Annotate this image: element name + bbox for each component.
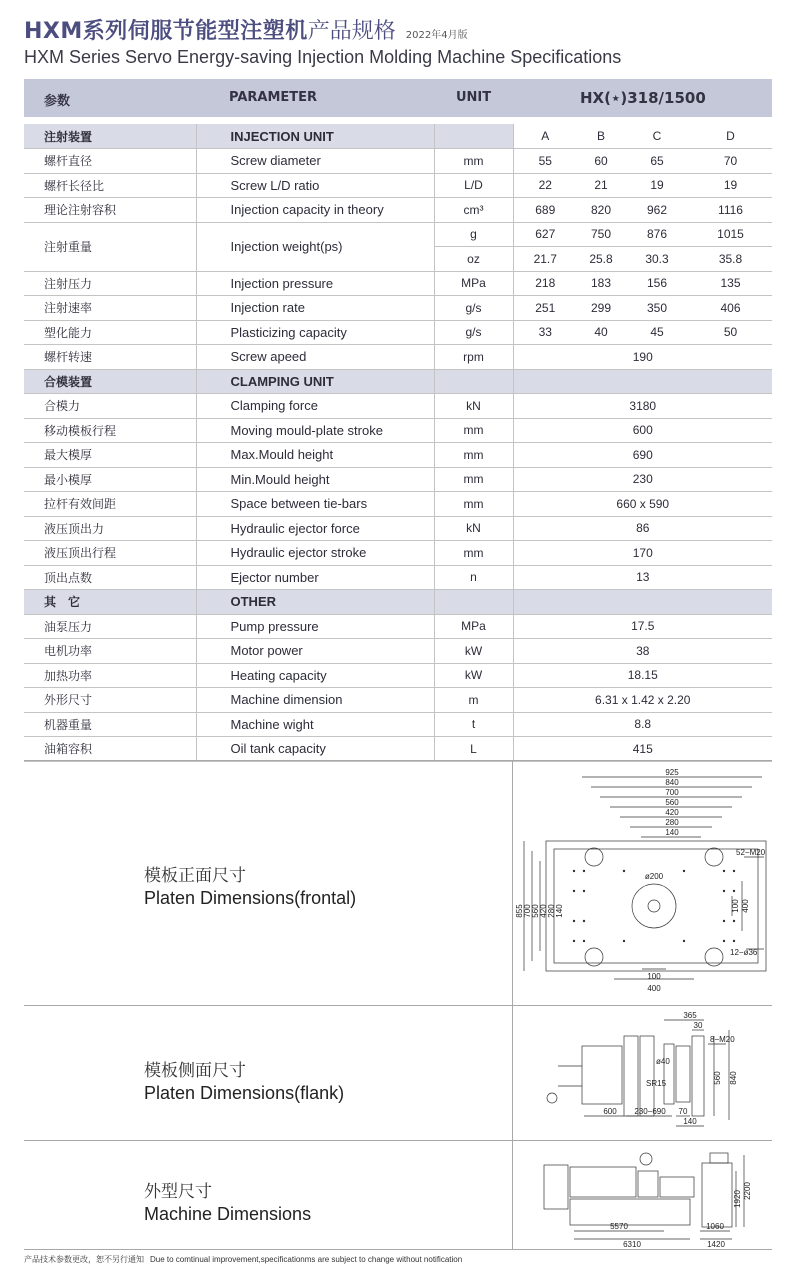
row-en: Injection capacity in theory [196, 198, 434, 223]
row-en: Motor power [196, 639, 434, 664]
dim-label: 400 [741, 899, 750, 913]
section-other [24, 590, 772, 615]
cell-value: 60 [577, 149, 625, 174]
table-row [24, 198, 772, 223]
cell-value: 25.8 [577, 247, 625, 272]
row-en: Moving mould-plate stroke [196, 418, 434, 443]
row-en: Min.Mould height [196, 467, 434, 492]
cell-value: 18.15 [513, 663, 772, 688]
section-cn: 合模装置 [24, 369, 196, 394]
cell-value: 406 [689, 296, 772, 321]
table-row [24, 737, 772, 762]
row-en: Hydraulic ejector stroke [196, 541, 434, 566]
row-cn: 螺杆直径 [24, 149, 196, 174]
table-row [24, 345, 772, 370]
diagram-label [144, 1177, 311, 1225]
dim-label: 700 [665, 788, 679, 797]
cell-value: 50 [689, 320, 772, 345]
dim-label: 1920 [733, 1190, 742, 1208]
row-cn: 合模力 [24, 394, 196, 419]
table-row [24, 222, 772, 247]
row-cn: 外形尺寸 [24, 688, 196, 713]
row-unit: oz [434, 247, 513, 272]
cell-value: 135 [689, 271, 772, 296]
dim-label: SR15 [646, 1079, 667, 1088]
cell-value: 70 [689, 149, 772, 174]
row-unit: MPa [434, 271, 513, 296]
cell-value: 8.8 [513, 712, 772, 737]
row-cn: 液压顶出力 [24, 516, 196, 541]
diagram-label-en: Platen Dimensions(flank) [144, 1083, 345, 1103]
row-cn: 注射重量 [24, 222, 196, 271]
section-en: CLAMPING UNIT [196, 369, 434, 394]
dim-label: 2200 [743, 1182, 752, 1200]
cell-value: 1116 [689, 198, 772, 223]
dim-label: 140 [555, 904, 564, 918]
cell-value: 6.31 x 1.42 x 2.20 [513, 688, 772, 713]
row-cn: 塑化能力 [24, 320, 196, 345]
cell-value: 156 [625, 271, 689, 296]
cell-value: 350 [625, 296, 689, 321]
dim-label: 1060 [706, 1222, 724, 1231]
row-en: Clamping force [196, 394, 434, 419]
section-clamping [24, 369, 772, 394]
dim-label: 30 [693, 1021, 703, 1030]
dim-label: 280 [547, 904, 556, 918]
cell-value: 600 [513, 418, 772, 443]
row-unit: MPa [434, 614, 513, 639]
row-cn: 最大模厚 [24, 443, 196, 468]
dim-label: 100 [731, 899, 740, 913]
dim-label: 12−ø36 [730, 948, 758, 957]
row-unit: n [434, 565, 513, 590]
cell-value: 3180 [513, 394, 772, 419]
table-row [24, 149, 772, 174]
dim-label: 560 [531, 904, 540, 918]
row-unit: mm [434, 443, 513, 468]
row-unit: m [434, 688, 513, 713]
row-unit: t [434, 712, 513, 737]
table-row [24, 663, 772, 688]
row-cn: 最小模厚 [24, 467, 196, 492]
title-suffix: 产品规格 [307, 19, 396, 44]
diagram-platen-flank [24, 1005, 772, 1140]
header-param-en: PARAMETER [229, 90, 318, 105]
row-cn: 注射速率 [24, 296, 196, 321]
cell-value: 22 [513, 173, 577, 198]
cell-value: 55 [513, 149, 577, 174]
dim-label: 365 [683, 1011, 697, 1020]
cell-value: 13 [513, 565, 772, 590]
row-unit: kW [434, 639, 513, 664]
title-main: HXM系列伺服节能型注塑机 [24, 19, 308, 44]
row-en: Plasticizing capacity [196, 320, 434, 345]
row-en: Injection rate [196, 296, 434, 321]
dim-label: 420 [665, 808, 679, 817]
table-row [24, 173, 772, 198]
table-row [24, 467, 772, 492]
dim-label: 52−M20 [736, 848, 766, 857]
cell-value: 690 [513, 443, 772, 468]
dim-label: 5570 [610, 1222, 628, 1231]
cell-value: 415 [513, 737, 772, 762]
dim-label: 100 [647, 972, 661, 981]
table-row [24, 320, 772, 345]
row-cn: 螺杆长径比 [24, 173, 196, 198]
cell-value: 190 [513, 345, 772, 370]
section-cn: 其 它 [24, 590, 196, 615]
table-row [24, 516, 772, 541]
table-row [24, 418, 772, 443]
page-subtitle: HXM Series Servo Energy-saving Injection Molding Machine Specifications [24, 47, 622, 67]
dim-label: 925 [665, 768, 679, 777]
dim-label: 6310 [623, 1240, 641, 1249]
row-en: Max.Mould height [196, 443, 434, 468]
dim-label: 840 [665, 778, 679, 787]
row-unit: L/D [434, 173, 513, 198]
table-row [24, 639, 772, 664]
row-unit: rpm [434, 345, 513, 370]
platen-frontal-drawing [514, 761, 772, 1005]
cell-value: 19 [625, 173, 689, 198]
machine-svg [514, 1141, 772, 1251]
diagram-label-cn: 模板侧面尺寸 [144, 1061, 246, 1081]
table-row [24, 492, 772, 517]
row-en: Injection weight(ps) [196, 222, 434, 271]
platen-flank-svg [514, 1006, 772, 1141]
table-row [24, 271, 772, 296]
cell-value: 1015 [689, 222, 772, 247]
dim-label: 230−690 [634, 1107, 666, 1116]
row-unit: kN [434, 394, 513, 419]
table-row [24, 712, 772, 737]
cell-value: 627 [513, 222, 577, 247]
table-header [24, 79, 772, 117]
dim-label: 600 [603, 1107, 617, 1116]
cell-value: 820 [577, 198, 625, 223]
table-row [24, 296, 772, 321]
dim-label: 280 [665, 818, 679, 827]
cell-value: 183 [577, 271, 625, 296]
cell-value: 30.3 [625, 247, 689, 272]
cell-value: 21.7 [513, 247, 577, 272]
footnote-en: Due to comtinual improvement,specificationms are subject to change without notification [150, 1255, 463, 1264]
cell-value: 21 [577, 173, 625, 198]
row-cn: 电机功率 [24, 639, 196, 664]
row-cn: 螺杆转速 [24, 345, 196, 370]
section-en: OTHER [196, 590, 434, 615]
dim-label: 400 [647, 984, 661, 993]
header-param-cn: 参数 [44, 94, 71, 109]
row-cn: 顶出点数 [24, 565, 196, 590]
diagram-machine [24, 1140, 772, 1250]
row-unit: kW [434, 663, 513, 688]
dim-label: ø40 [656, 1057, 670, 1066]
cell-value: 40 [577, 320, 625, 345]
cell-value: 962 [625, 198, 689, 223]
cell-value: 750 [577, 222, 625, 247]
row-en: Oil tank capacity [196, 737, 434, 762]
diagram-platen-frontal [24, 760, 772, 1005]
dim-label: ø200 [644, 872, 664, 881]
dim-label: 420 [539, 904, 548, 918]
row-en: Heating capacity [196, 663, 434, 688]
cell-value: 218 [513, 271, 577, 296]
row-unit: mm [434, 149, 513, 174]
row-cn: 注射压力 [24, 271, 196, 296]
cell-value: 19 [689, 173, 772, 198]
row-en: Screw L/D ratio [196, 173, 434, 198]
footnote [24, 1254, 462, 1265]
row-cn: 油箱容积 [24, 737, 196, 762]
diagram-label [144, 861, 356, 909]
platen-flank-drawing [514, 1006, 772, 1140]
diagram-label-en: Machine Dimensions [144, 1204, 312, 1224]
row-en: Injection pressure [196, 271, 434, 296]
dim-label: 560 [665, 798, 679, 807]
row-en: Screw apeed [196, 345, 434, 370]
cell-value: 33 [513, 320, 577, 345]
row-unit: g/s [434, 296, 513, 321]
row-cn: 移动模板行程 [24, 418, 196, 443]
row-cn: 油泵压力 [24, 614, 196, 639]
row-unit: L [434, 737, 513, 762]
edition-date: 2022年4月版 [405, 30, 468, 41]
machine-drawing [514, 1141, 772, 1249]
cell-value: 45 [625, 320, 689, 345]
row-en: Hydraulic ejector force [196, 516, 434, 541]
page-title [24, 14, 764, 44]
cell-value: 251 [513, 296, 577, 321]
row-unit: kN [434, 516, 513, 541]
row-cn: 液压顶出行程 [24, 541, 196, 566]
diagram-label-en: Platen Dimensions(frontal) [144, 888, 357, 908]
diagram-label-cn: 外型尺寸 [144, 1182, 212, 1202]
dim-label: 560 [713, 1071, 722, 1085]
cell-value: 35.8 [689, 247, 772, 272]
row-unit: mm [434, 418, 513, 443]
section-cn: 注射装置 [24, 124, 196, 149]
diagram-label [144, 1056, 344, 1104]
table-row [24, 614, 772, 639]
row-cn: 理论注射容积 [24, 198, 196, 223]
row-en: Screw diameter [196, 149, 434, 174]
row-unit: g/s [434, 320, 513, 345]
table-row [24, 688, 772, 713]
col-head-a: A [513, 124, 577, 149]
diagram-label-cn: 模板正面尺寸 [144, 866, 246, 886]
cell-value: 17.5 [513, 614, 772, 639]
col-head-d: D [689, 124, 772, 149]
cell-value: 230 [513, 467, 772, 492]
header-model: HX(⋆)318/1500 [580, 89, 706, 107]
cell-value: 660 x 590 [513, 492, 772, 517]
row-en: Ejector number [196, 565, 434, 590]
spec-table [24, 124, 772, 762]
header-unit: UNIT [456, 90, 492, 105]
row-en: Machine dimension [196, 688, 434, 713]
cell-value: 876 [625, 222, 689, 247]
section-en: INJECTION UNIT [196, 124, 434, 149]
col-head-b: B [577, 124, 625, 149]
row-en: Machine wight [196, 712, 434, 737]
row-unit: g [434, 222, 513, 247]
cell-value: 65 [625, 149, 689, 174]
dim-label: 1420 [707, 1240, 725, 1249]
cell-value: 689 [513, 198, 577, 223]
dim-label: 840 [729, 1071, 738, 1085]
row-cn: 机器重量 [24, 712, 196, 737]
cell-value: 38 [513, 639, 772, 664]
dim-label: 855 [515, 904, 524, 918]
col-head-c: C [625, 124, 689, 149]
dim-label: 140 [683, 1117, 697, 1126]
row-unit: cm³ [434, 198, 513, 223]
row-unit: mm [434, 541, 513, 566]
row-cn: 加热功率 [24, 663, 196, 688]
dim-label: 700 [523, 904, 532, 918]
row-cn: 拉杆有效间距 [24, 492, 196, 517]
table-row [24, 565, 772, 590]
platen-frontal-svg [514, 761, 772, 1006]
dim-label: 70 [678, 1107, 688, 1116]
dim-label: 8−M20 [710, 1035, 735, 1044]
footnote-cn: 产品技术参数更改，恕不另行通知 [24, 1255, 144, 1264]
dim-label: 140 [665, 828, 679, 837]
cell-value: 170 [513, 541, 772, 566]
cell-value: 86 [513, 516, 772, 541]
row-en: Space between tie-bars [196, 492, 434, 517]
section-injection [24, 124, 772, 149]
cell-value: 299 [577, 296, 625, 321]
table-row [24, 394, 772, 419]
row-unit: mm [434, 467, 513, 492]
row-unit: mm [434, 492, 513, 517]
table-row [24, 541, 772, 566]
row-en: Pump pressure [196, 614, 434, 639]
table-row [24, 443, 772, 468]
